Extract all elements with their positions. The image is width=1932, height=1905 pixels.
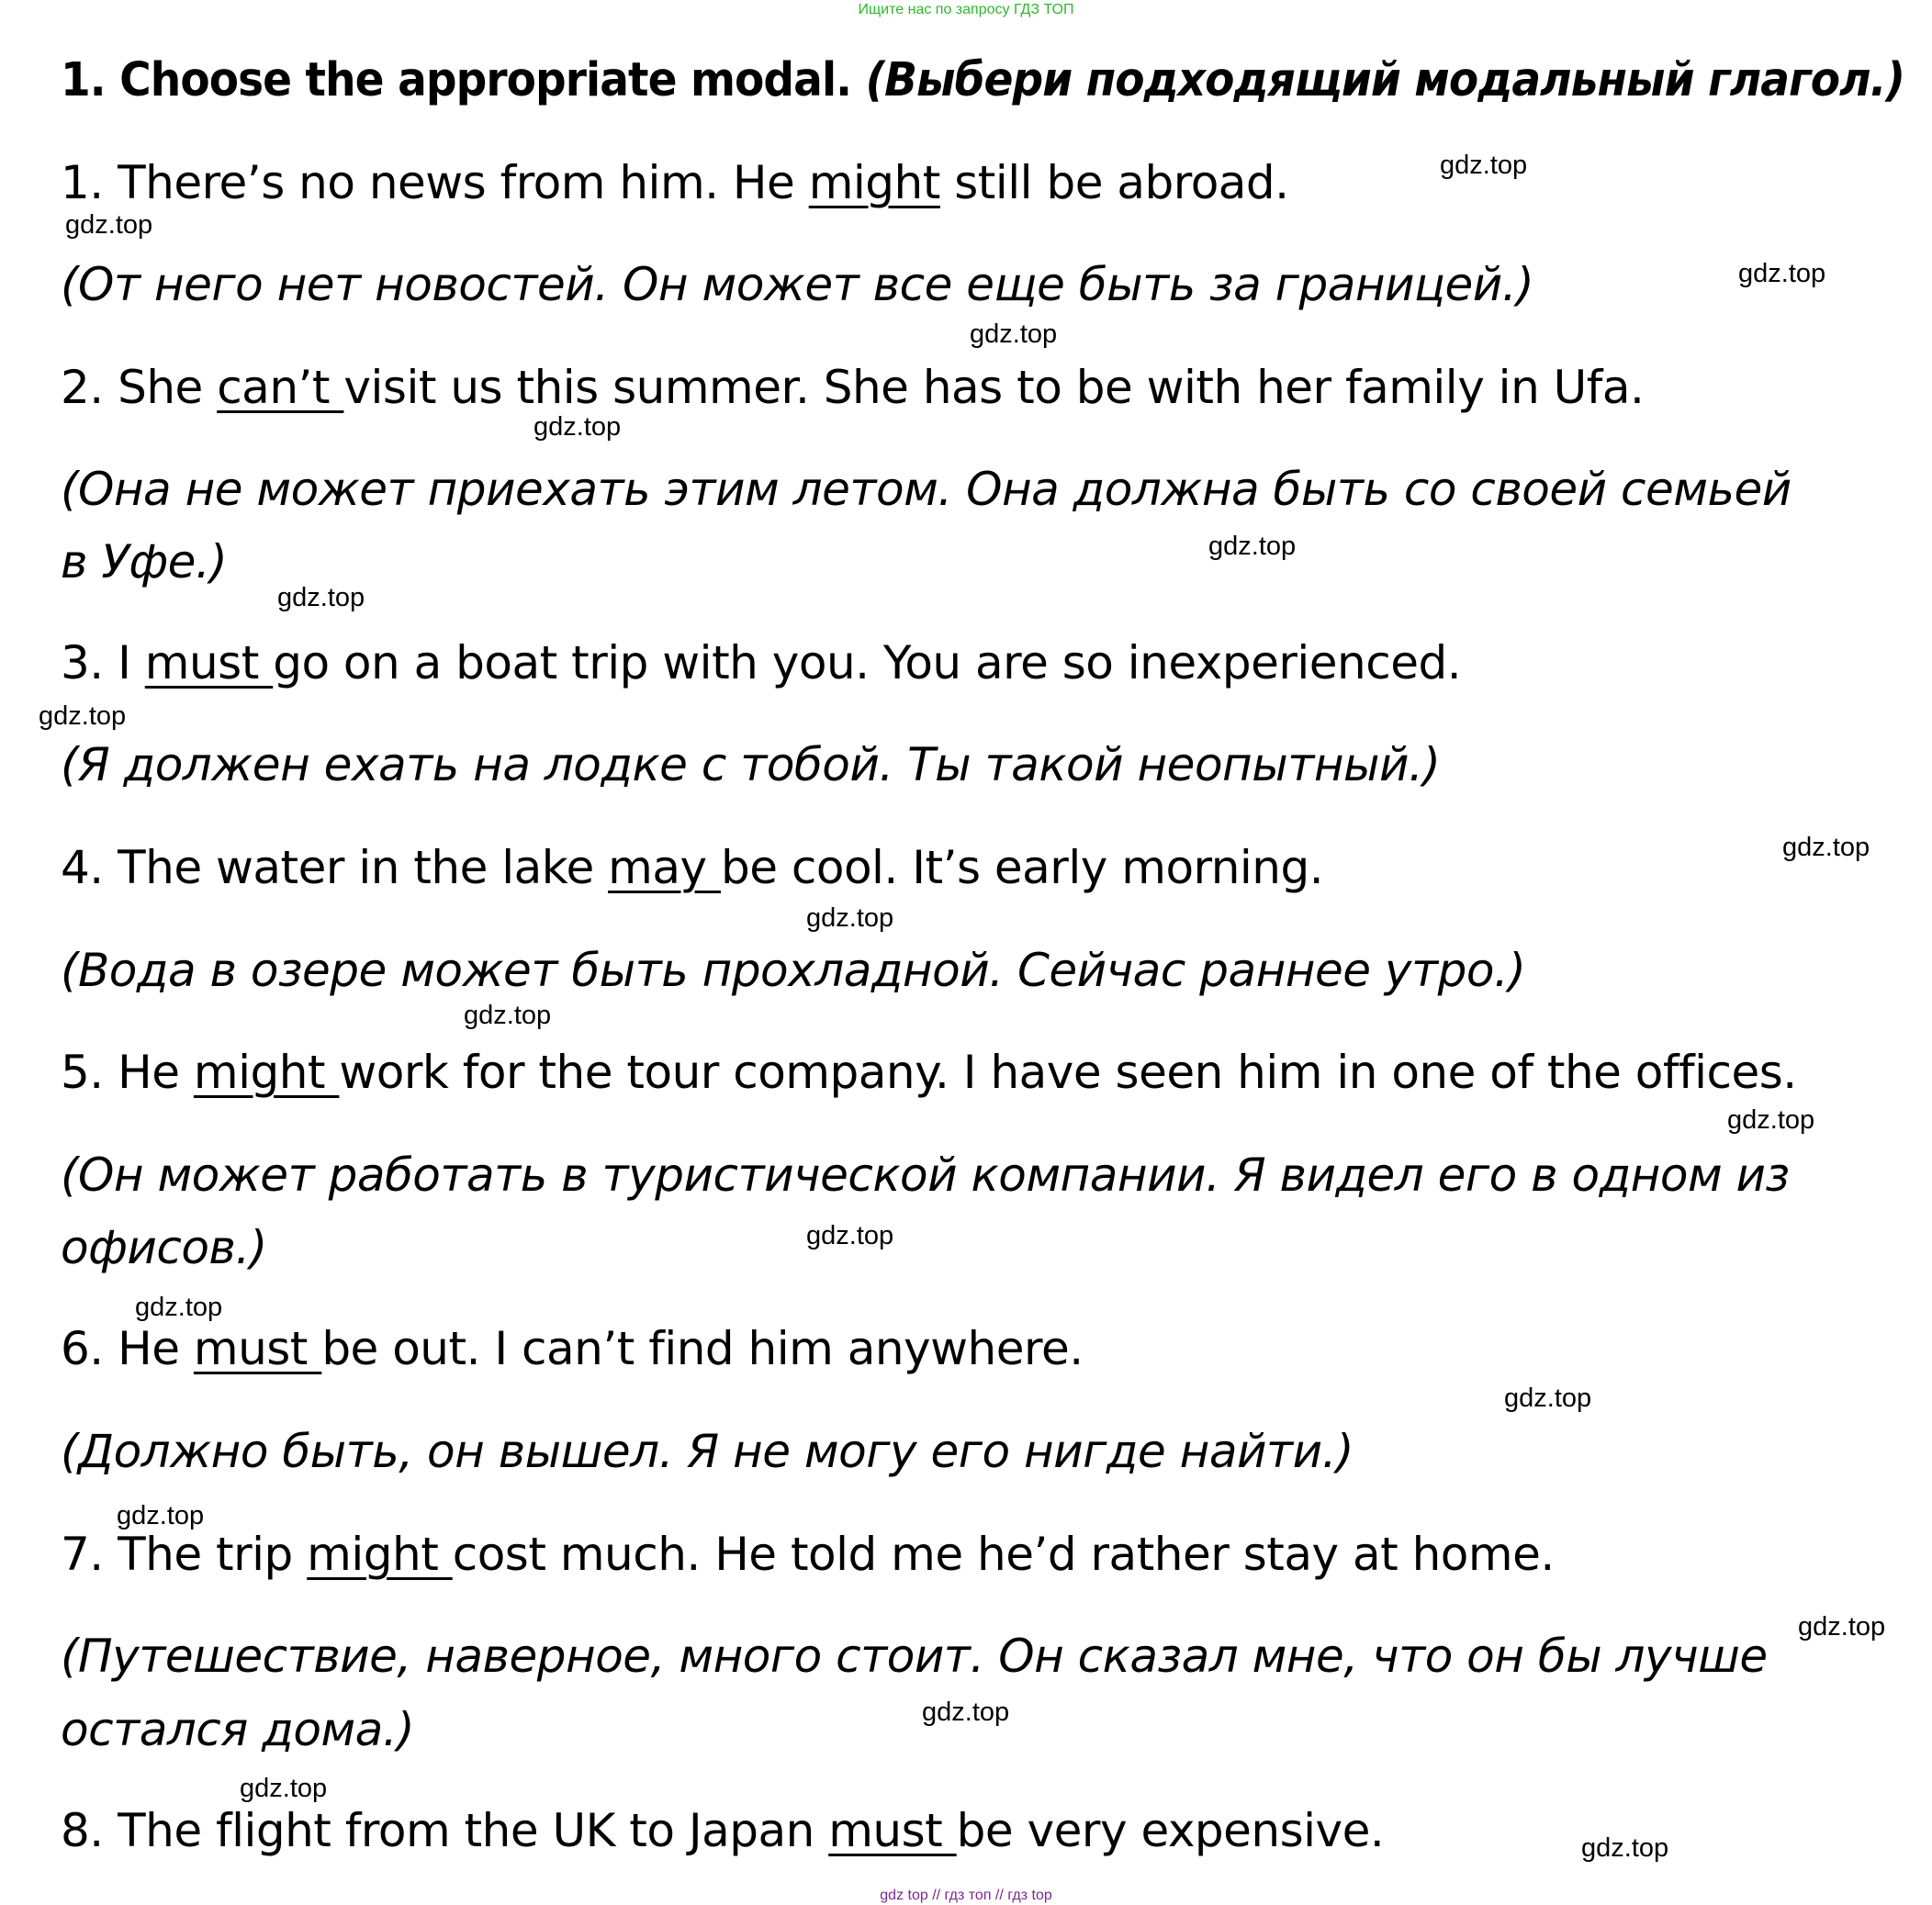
modal-answer: may xyxy=(608,841,721,894)
task-title-ru: (Выбери подходящий модальный глагол.) xyxy=(865,53,1905,107)
translation-5-line-1: (Он может работать в туристической компании. Я видел его в одном из xyxy=(61,1149,1790,1202)
sentence-pre: 8. The flight from the UK to Japan xyxy=(61,1804,829,1857)
watermark: gdz.top xyxy=(240,1774,328,1803)
exercise-sentence-1 xyxy=(61,156,1289,209)
watermark: gdz.top xyxy=(970,319,1058,349)
sentence-pre: 5. He xyxy=(61,1046,194,1099)
sentence-post: still be abroad. xyxy=(939,156,1289,209)
sentence-post: work for the tour company. I have seen him in one of the offices. xyxy=(339,1046,1797,1099)
watermark: gdz.top xyxy=(1782,833,1870,862)
translation-3: (Я должен ехать на лодке с тобой. Ты такой неопытный.) xyxy=(61,738,1441,791)
translation-4: (Вода в озере может быть прохладной. Сейчас раннее утро.) xyxy=(61,944,1526,997)
modal-answer: can’t xyxy=(217,361,344,414)
sentence-pre: 1. There’s no news from him. He xyxy=(61,156,809,209)
sentence-pre: 7. The trip xyxy=(61,1528,308,1581)
exercise-sentence-5 xyxy=(61,1046,1797,1099)
footer-links[interactable]: gdz top // гдз топ // гдз top xyxy=(880,1888,1052,1903)
modal-answer: might xyxy=(808,156,940,209)
translation-2-line-1 xyxy=(61,463,1837,516)
sentence-pre: 2. She xyxy=(61,361,218,414)
sentence-post: cost much. He told me he’d rather stay at home. xyxy=(452,1528,1555,1581)
top-banner[interactable]: Ищите нас по запросу ГДЗ ТОП xyxy=(858,2,1074,17)
translation-text: (Она не может приехать этим летом. Она должна быть со своей семьей xyxy=(61,463,1792,516)
watermark: gdz.top xyxy=(65,210,153,240)
watermark: gdz.top xyxy=(39,701,127,731)
translation-5-line-2: офисов.) xyxy=(61,1221,267,1274)
modal-answer: might xyxy=(193,1046,340,1099)
sentence-post: visit us this summer. She has to be with her family in Ufa. xyxy=(343,361,1645,414)
modal-answer: must xyxy=(193,1322,322,1375)
sentence-post: be cool. It’s early morning. xyxy=(720,841,1324,894)
task-heading xyxy=(61,53,1904,107)
watermark: gdz.top xyxy=(464,1001,552,1030)
translation-7-line-2: остался дома.) xyxy=(61,1703,415,1756)
modal-answer: must xyxy=(828,1804,957,1857)
watermark: gdz.top xyxy=(135,1293,223,1322)
watermark: gdz.top xyxy=(1798,1612,1886,1642)
exercise-sentence-3 xyxy=(61,636,1461,689)
exercise-sentence-7 xyxy=(61,1528,1555,1581)
watermark: gdz.top xyxy=(277,583,365,612)
exercise-sentence-8 xyxy=(61,1804,1384,1857)
watermark: gdz.top xyxy=(117,1501,205,1530)
translation-2-line-2: в Уфе.) xyxy=(61,535,228,588)
exercise-sentence-6 xyxy=(61,1322,1084,1375)
watermark: gdz.top xyxy=(1727,1105,1815,1135)
sentence-post: go on a boat trip with you. You are so inexperienced. xyxy=(273,636,1462,689)
watermark: gdz.top xyxy=(1738,259,1826,288)
watermark: gdz.top xyxy=(806,1221,894,1250)
modal-answer: might xyxy=(307,1528,453,1581)
watermark: gdz.top xyxy=(1208,532,1297,561)
task-title-en: 1. Choose the appropriate modal. xyxy=(61,53,852,107)
exercise-sentence-4 xyxy=(61,841,1323,894)
sentence-post: be out. I can’t find him anywhere. xyxy=(321,1322,1084,1375)
watermark: gdz.top xyxy=(806,903,894,933)
modal-answer: must xyxy=(144,636,274,689)
watermark: gdz.top xyxy=(922,1698,1010,1727)
watermark: gdz.top xyxy=(534,412,622,442)
translation-7-line-1: (Путешествие, наверное, много стоит. Он сказал мне, что он бы лучше xyxy=(61,1630,1768,1683)
sentence-pre: 6. He xyxy=(61,1322,194,1375)
translation-1: (От него нет новостей. Он может все еще быть за границей.) xyxy=(61,258,1534,311)
watermark: gdz.top xyxy=(1581,1833,1669,1863)
sentence-pre: 4. The water in the lake xyxy=(61,841,609,894)
translation-6: (Должно быть, он вышел. Я не могу его нигде найти.) xyxy=(61,1425,1354,1478)
watermark: gdz.top xyxy=(1440,151,1528,180)
sentence-post: be very expensive. xyxy=(956,1804,1385,1857)
exercise-sentence-2 xyxy=(61,361,1644,414)
sentence-pre: 3. I xyxy=(61,636,145,689)
watermark: gdz.top xyxy=(1504,1384,1592,1413)
